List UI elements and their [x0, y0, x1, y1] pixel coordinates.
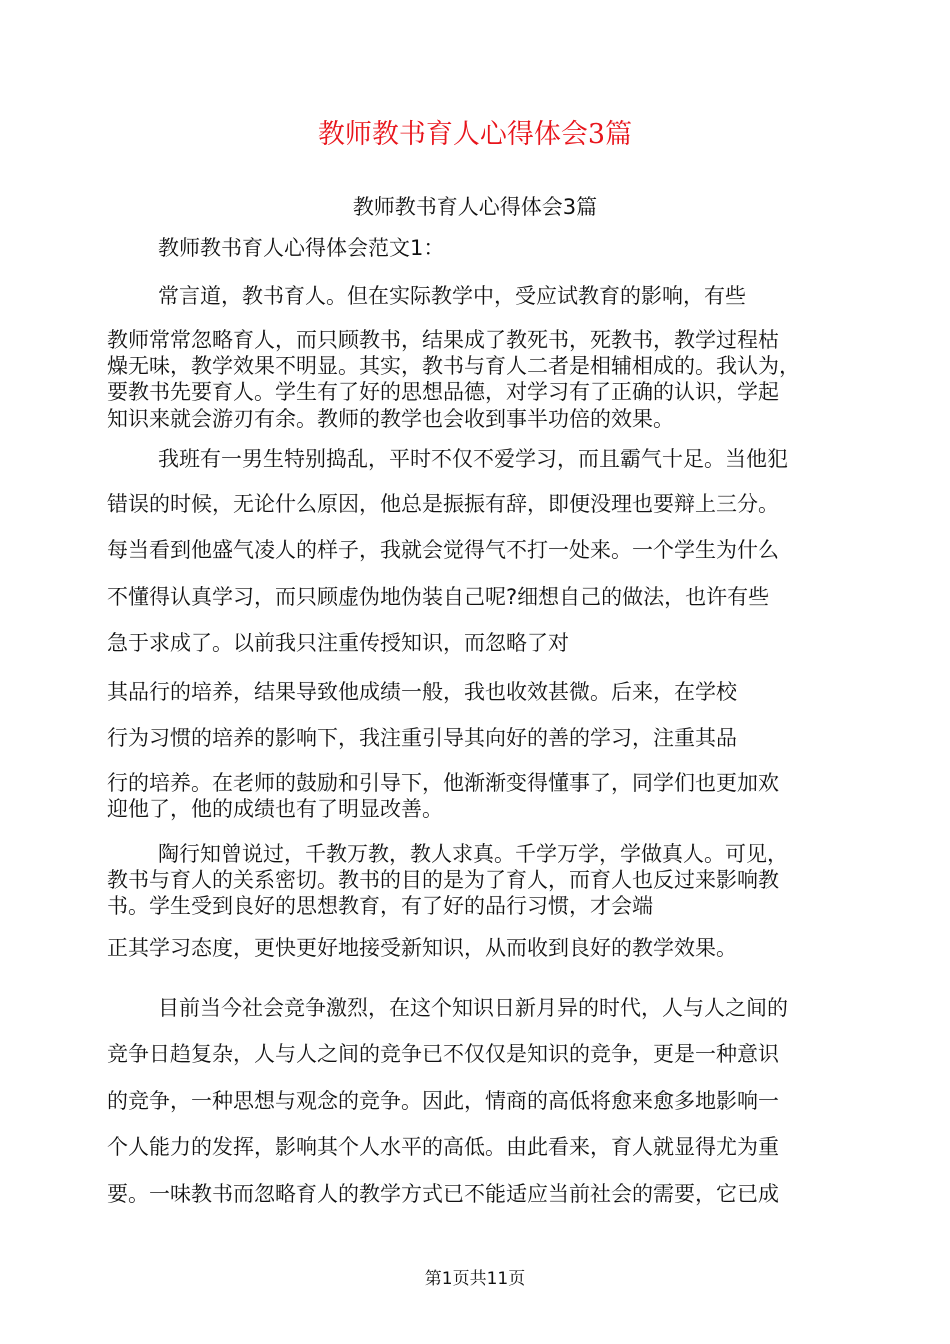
text-line: 不懂得认真学习，而只顾虚伪地伪装自己呢?细想自己的做法，也许有些 — [107, 585, 770, 609]
text-line: 要。一味教书而忽略育人的教学方式已不能适应当前社会的需要，它已成 — [107, 1182, 779, 1206]
text-line: 教师教书育人心得体会范文1： — [158, 236, 445, 260]
text-line: 竞争日趋复杂，人与人之间的竞争已不仅仅是知识的竞争，更是一种意识 — [107, 1042, 779, 1066]
text-line: 教书与育人的关系密切。教书的目的是为了育人，而育人也反过来影响教 — [107, 868, 779, 892]
text-line: 书。学生受到良好的思想教育，有了好的品行习惯，才会端 — [107, 894, 653, 918]
text-line: 错误的时候，无论什么原因，他总是振振有辞，即便没理也要辩上三分。 — [107, 492, 779, 516]
text-line: 正其学习态度，更快更好地接受新知识，从而收到良好的教学效果。 — [107, 936, 737, 960]
text-line: 急于求成了。以前我只注重传授知识，而忽略了对 — [107, 631, 569, 655]
text-line: 目前当今社会竞争激烈，在这个知识日新月异的时代，人与人之间的 — [158, 996, 788, 1020]
text-line: 教师常常忽略育人，而只顾教书，结果成了教死书，死教书，教学过程枯 — [107, 328, 779, 352]
text-line: 的竞争，一种思想与观念的竞争。因此，情商的高低将愈来愈多地影响一 — [107, 1089, 779, 1113]
text-line: 知识来就会游刃有余。教师的教学也会收到事半功倍的效果。 — [107, 407, 674, 431]
page-footer: 第1页共11页 — [424, 1269, 526, 1289]
text-line: 行的培养。在老师的鼓励和引导下，他渐渐变得懂事了，同学们也更加欢 — [107, 771, 779, 795]
text-line: 每当看到他盛气凌人的样子，我就会觉得气不打一处来。一个学生为什么 — [107, 538, 779, 562]
text-line: 常言道，教书育人。但在实际教学中，受应试教育的影响，有些 — [158, 284, 746, 308]
text-line: 行为习惯的培养的影响下，我注重引导其向好的善的学习，注重其品 — [107, 726, 737, 750]
text-line: 陶行知曾说过，千教万教，教人求真。千学万学，学做真人。可见， — [158, 842, 788, 866]
document-title: 教师教书育人心得体会3篇 — [317, 119, 633, 150]
text-line: 我班有一男生特别捣乱，平时不仅不爱学习，而且霸气十足。当他犯 — [158, 447, 788, 471]
document-subtitle: 教师教书育人心得体会3篇 — [352, 195, 598, 219]
text-line: 迎他了，他的成绩也有了明显改善。 — [107, 797, 443, 821]
text-line: 燥无味，教学效果不明显。其实，教书与育人二者是相辅相成的。我认为， — [107, 354, 800, 378]
text-line: 要教书先要育人。学生有了好的思想品德，对学习有了正确的认识，学起 — [107, 380, 779, 404]
text-line: 其品行的培养，结果导致他成绩一般，我也收效甚微。后来，在学校 — [107, 680, 737, 704]
text-line: 个人能力的发挥，影响其个人水平的高低。由此看来，育人就显得尤为重 — [107, 1135, 779, 1159]
